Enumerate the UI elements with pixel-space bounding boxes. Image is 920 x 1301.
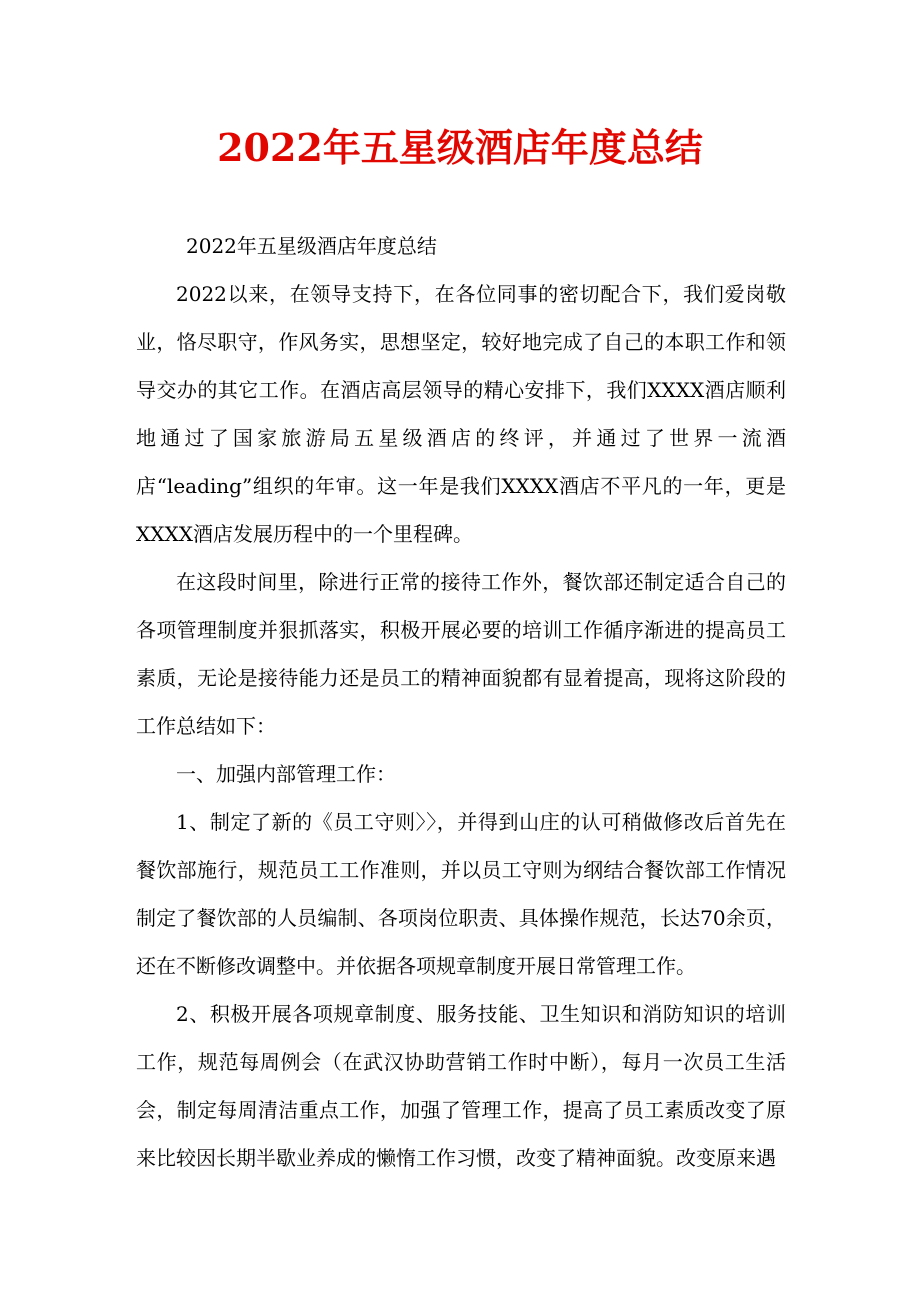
document-body [136,222,786,1182]
paragraph-overview: 在这段时间里，除进行正常的接待工作外，餐饮部还制定适合自己的各项管理制度并狠抓落实，积极开展必要的培训工作循序渐进的提高员工素质，无论是接待能力还是员工的精神面貌都有显着提高，现将这阶段的工作总结如下： [136,570,786,738]
document-title: 2022年五星级酒店年度总结 [217,125,703,170]
document-subtitle: 2022年五星级酒店年度总结 [186,234,437,258]
paragraph-item-1: 1、制定了新的《员工守则〉〉，并得到山庄的认可稍做修改后首先在餐饮部施行，规范员工工作准则，并以员工守则为纲结合餐饮部工作情况制定了餐饮部的人员编制、各项岗位职责、具体操作规范，长达70余页，还在不断修改调整中。并依据各项规章制度开展日常管理工作。 [136,810,786,978]
section-heading-internal-management: 一、加强内部管理工作： [176,762,396,786]
paragraph-item-2: 2、积极开展各项规章制度、服务技能、卫生知识和消防知识的培训工作，规范每周例会（在武汉协助营销工作时中断），每月一次员工生活会，制定每周清洁重点工作，加强了管理工作，提高了员工素质改变了原来比较因长期半歇业养成的懒惰工作习惯，改变了精神面貌。改变原来遇 [136,1002,786,1170]
paragraph-intro: 2022以来，在领导支持下，在各位同事的密切配合下，我们爱岗敬业，恪尽职守，作风务实，思想坚定，较好地完成了自己的本职工作和领导交办的其它工作。在酒店高层领导的精心安排下，我们XXXX酒店顺利地通过了国家旅游局五星级酒店的终评，并通过了世界一流酒店“leading”组织的年审。这一年是我们XXXX酒店不平凡的一年，更是XXXX酒店发展历程中的一个里程碑。 [136,282,786,546]
